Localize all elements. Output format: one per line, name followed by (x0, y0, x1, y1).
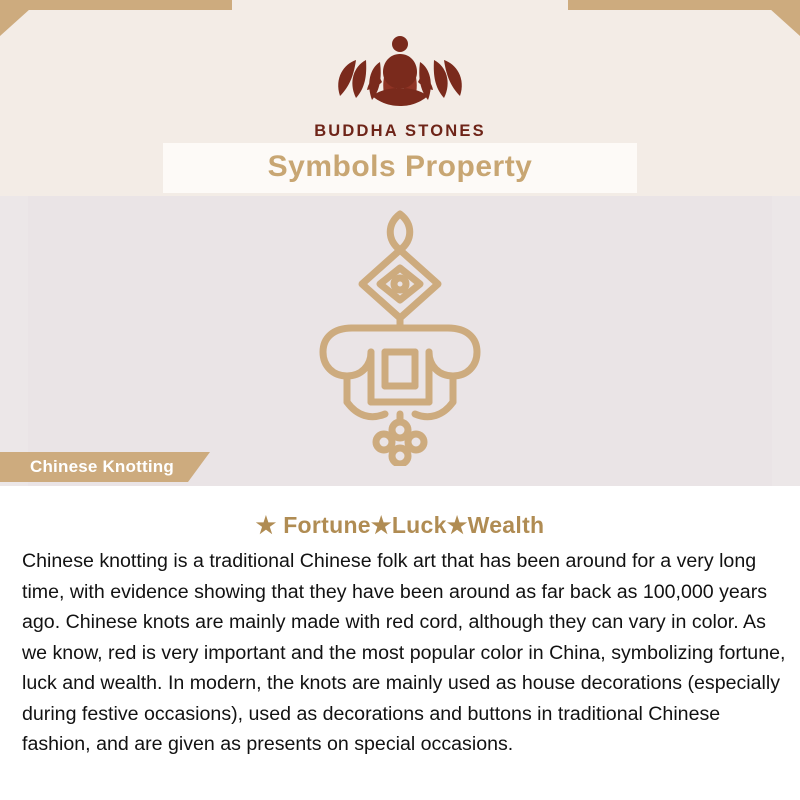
section-ribbon-label: Chinese Knotting (0, 452, 188, 482)
chinese-endless-knot-icon (275, 206, 525, 466)
section-ribbon (0, 452, 210, 482)
page-title: Symbols Property (267, 150, 533, 183)
lotus-meditation-icon (310, 26, 490, 118)
brand-name: BUDDHA STONES (314, 122, 486, 140)
brand-logo (0, 26, 800, 141)
body-paragraph: Chinese knotting is a traditional Chinese folk art that has been around for a very long time, with evidence showing that they have been around as far back as 100,000 years ago. Chinese knots are mainly made with red cord, although they can vary in color. As we know, red is very important and the most popular color in China, symbolizing fortune, luck and wealth. In modern, the knots are mainly used as house decorations (especially during festive occasions), used as decorations and buttons in traditional Chinese fashion, and are given as presents on special occasions. (22, 550, 786, 755)
tagline: ★ Fortune★Luck★Wealth (255, 512, 545, 538)
section-ribbon-tail (188, 452, 210, 482)
